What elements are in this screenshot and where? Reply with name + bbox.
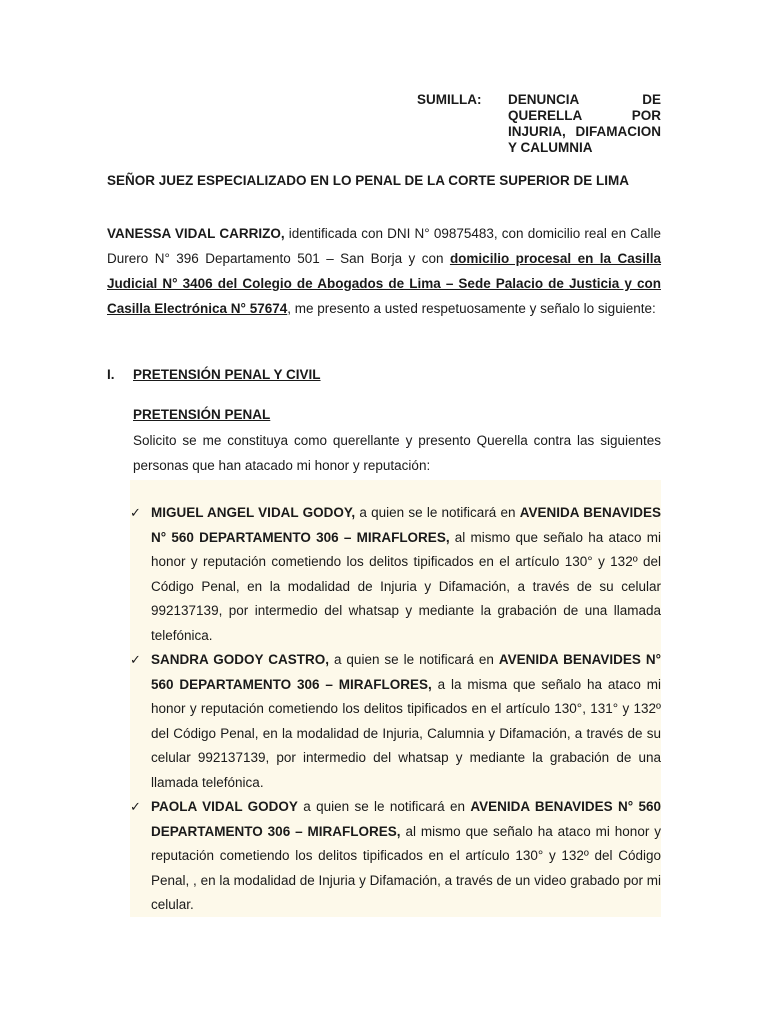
intro-text-1: identificada con DNI N° 09875483, con domicilio real en Calle Durero N° 396 Departamento 501 – San Borja y con xyxy=(107,226,661,266)
accused-name: MIGUEL ANGEL VIDAL GODOY, xyxy=(151,505,356,520)
addressee-heading: SEÑOR JUEZ ESPECIALIZADO EN LO PENAL DE LA CORTE SUPERIOR DE LIMA xyxy=(107,173,630,188)
accused-address: AVENIDA BENAVIDES N° 560 DEPARTAMENTO 306 – MIRAFLORES, xyxy=(151,799,662,839)
sumilla-line: Y CALUMNIA xyxy=(508,140,593,155)
intro-text-2: , me presento a usted respetuosamente y señalo lo siguiente: xyxy=(287,301,656,316)
accused-connector: a quien se le notificará en xyxy=(355,505,520,520)
accused-name: SANDRA GODOY CASTRO, xyxy=(151,652,329,667)
domicilio-procesal: domicilio procesal en la Casilla Judicial N° 3406 del Colegio de Abogados de Lima – Sede Palacio de Justicia y con Casilla Electrónica N° 57674 xyxy=(107,251,662,316)
list-item xyxy=(130,648,661,795)
check-icon: ✓ xyxy=(130,653,141,668)
sumilla-text xyxy=(508,92,661,156)
accused-name: PAOLA VIDAL GODOY xyxy=(151,799,298,814)
accused-list xyxy=(130,501,661,918)
subsection-text: Solicito se me constituya como querellante y presento Querella contra las siguientes personas que han atacado mi honor y reputación: xyxy=(133,433,661,473)
check-icon: ✓ xyxy=(130,800,141,815)
plaintiff-name: VANESSA VIDAL CARRIZO, xyxy=(107,226,285,241)
section-title: PRETENSIÓN PENAL Y CIVIL xyxy=(133,367,321,382)
accused-connector: a quien se le notificará en xyxy=(328,652,499,667)
accused-address: AVENIDA BENAVIDES N° 560 DEPARTAMENTO 306 – MIRAFLORES, xyxy=(151,505,661,545)
accused-text xyxy=(151,648,661,795)
sumilla-line: INJURIA, DIFAMACION xyxy=(508,124,661,139)
accused-description: al mismo que señalo ha ataco mi honor y reputación cometiendo los delitos tipificados en el artículo 130° y 132º del Código Penal, , en la modalidad de Injuria y Difamación, a través de un video grabado por mi celular. xyxy=(151,823,661,912)
sumilla-label: SUMILLA: xyxy=(417,92,482,107)
sumilla-line: QUERELLA POR xyxy=(508,108,661,123)
accused-text xyxy=(151,501,661,648)
list-item xyxy=(130,501,661,648)
list-item xyxy=(130,795,661,918)
accused-description: a la misma que señalo ha ataco mi honor y reputación cometiendo los delitos tipificados en el artículo 130°, 131° y 132º del Código Penal, en la modalidad de Injuria, Calumnia y Difamación, a través de su celular 992137139, por intermedio del whatsap y mediante la grabación de una llamada telefónica. xyxy=(151,676,661,790)
intro-paragraph xyxy=(107,221,661,321)
accused-description: al mismo que señalo ha ataco mi honor y reputación cometiendo los delitos tipificados en el artículo 130° y 132º del Código Penal, en la modalidad de Injuria y Difamación, a través de su celular 992137139, por intermedio del whatsap y mediante la grabación de una llamada telefónica. xyxy=(151,529,661,643)
section-number: I. xyxy=(107,367,115,382)
accused-text xyxy=(151,795,661,918)
accused-connector: a quien se le notificará en xyxy=(297,799,471,814)
accused-address: AVENIDA BENAVIDES N° 560 DEPARTAMENTO 306 – MIRAFLORES, xyxy=(151,652,662,692)
subsection-title: PRETENSIÓN PENAL xyxy=(133,407,271,422)
sumilla-line: DENUNCIA DE xyxy=(508,92,661,107)
check-icon: ✓ xyxy=(130,506,141,521)
